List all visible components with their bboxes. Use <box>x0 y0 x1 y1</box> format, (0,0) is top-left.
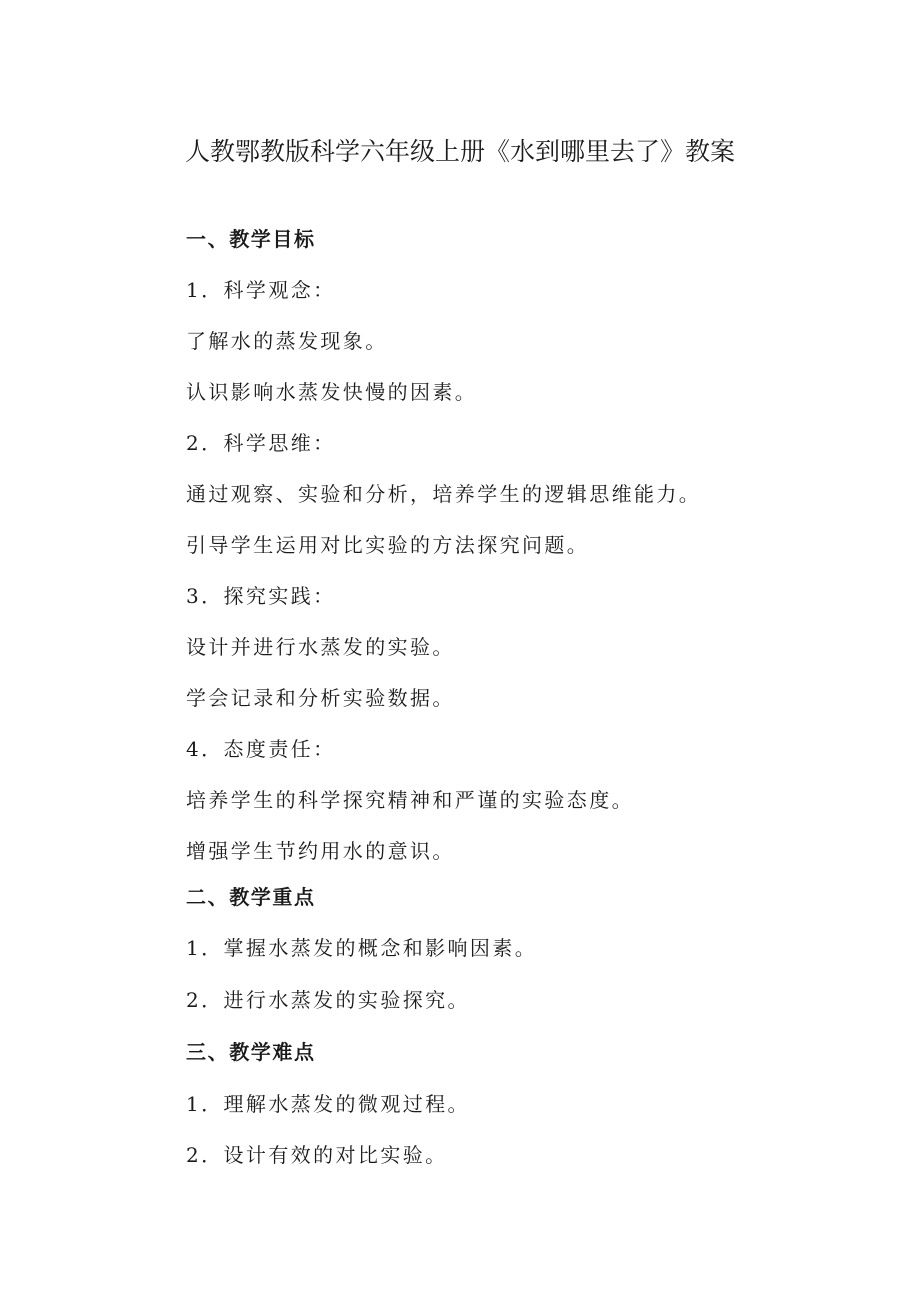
list-item: 2．进行水蒸发的实验探究。 <box>186 988 470 1012</box>
list-item: 2．设计有效的对比实验。 <box>186 1143 448 1167</box>
document-title: 人教鄂教版科学六年级上册《水到哪里去了》教案 <box>184 137 735 166</box>
paragraph: 增强学生节约用水的意识。 <box>186 839 455 863</box>
paragraph: 培养学生的科学探究精神和严谨的实验态度。 <box>186 788 634 812</box>
paragraph: 通过观察、实验和分析，培养学生的逻辑思维能力。 <box>186 482 702 506</box>
list-item: 2．科学思维： <box>186 431 336 455</box>
paragraph: 认识影响水蒸发快慢的因素。 <box>186 380 478 404</box>
section-heading-key-points: 二、教学重点 <box>186 885 316 909</box>
list-item: 1．理解水蒸发的微观过程。 <box>186 1092 470 1116</box>
list-item: 3．探究实践： <box>186 584 336 608</box>
paragraph: 引导学生运用对比实验的方法探究问题。 <box>186 533 590 557</box>
list-item: 4．态度责任： <box>186 737 336 761</box>
list-item: 1．科学观念： <box>186 278 336 302</box>
section-heading-difficulties: 三、教学难点 <box>186 1040 316 1064</box>
paragraph: 了解水的蒸发现象。 <box>186 329 388 353</box>
paragraph: 学会记录和分析实验数据。 <box>186 686 455 710</box>
section-heading-objectives: 一、教学目标 <box>186 227 316 251</box>
paragraph: 设计并进行水蒸发的实验。 <box>186 635 455 659</box>
list-item: 1．掌握水蒸发的概念和影响因素。 <box>186 936 538 960</box>
